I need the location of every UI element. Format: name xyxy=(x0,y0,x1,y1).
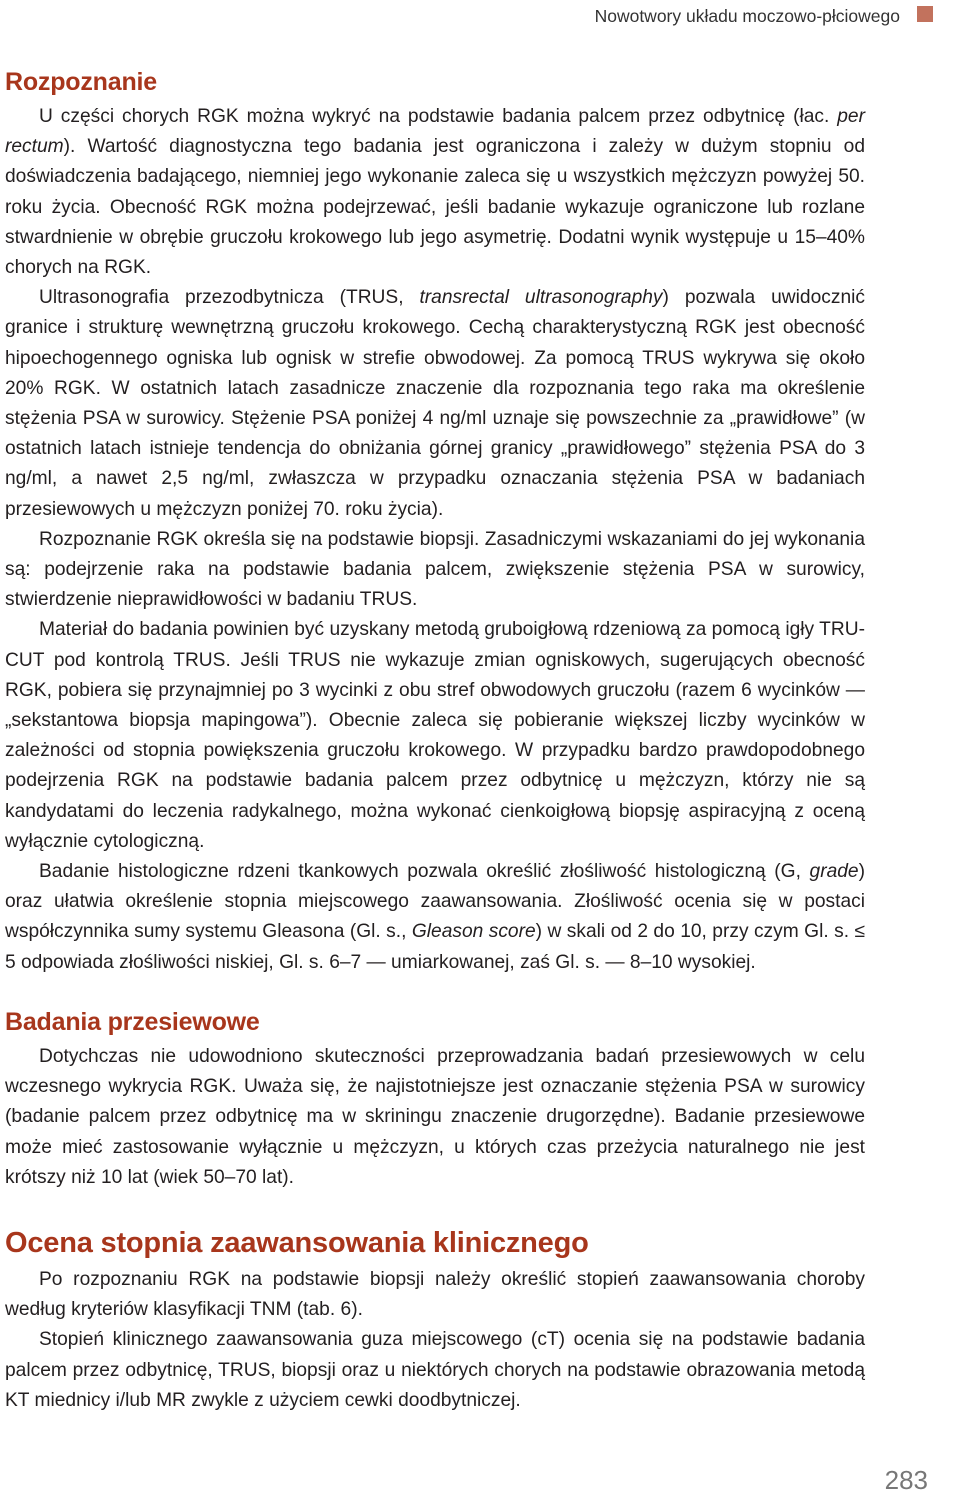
page-content xyxy=(5,64,865,1416)
latin-term: per rectum xyxy=(5,106,865,158)
english-term: transrectal ultrasonography xyxy=(419,287,663,309)
header-accent-square xyxy=(917,6,933,22)
page-number: 283 xyxy=(884,1465,928,1495)
paragraph-ocena-1: Po rozpoznaniu RGK na podstawie biopsji należy określić stopień zaawansowania choroby według kryteriów klasyfikacji TNM (tab. 6). xyxy=(5,1268,865,1321)
paragraph-rozpoznanie-1 xyxy=(5,102,865,283)
section-heading-ocena-stopnia: Ocena stopnia zaawansowania klinicznego xyxy=(5,1226,589,1259)
text-segment: ). Wartość diagnostyczna tego badania jest ograniczona i zależy w dużym stopniu od doświadczenia badającego, niemniej jego wykonanie zaleca się u wszystkich mężczyzn powyżej 50. roku życia. Obecność RGK można podejrzewać, jeśli badanie wykazuje ograniczone lub rozlane stwardnienie w obrębie gruczołu krokowego lub jego asymetrię. Dodatni wynik występuje u 15–40% chorych na RGK. xyxy=(5,136,865,279)
text-segment: Badanie histologiczne rdzeni tkankowych pozwala określić złośliwość histologiczną (G, xyxy=(39,861,810,883)
running-header: Nowotwory układu moczowo-płciowego xyxy=(594,6,900,26)
text-segment: Ultrasonografia przezodbytnicza (TRUS, xyxy=(39,287,420,309)
section-heading-badania-przesiewowe: Badania przesiewowe xyxy=(5,1007,260,1036)
section-heading-rozpoznanie: Rozpoznanie xyxy=(5,68,157,96)
paragraph-rozpoznanie-5 xyxy=(5,857,865,978)
paragraph-ocena-2: Stopień klinicznego zaawansowania guza miejscowego (cT) ocenia się na podstawie badania palcem przez odbytnicę, TRUS, biopsji oraz u niektórych chorych na podstawie obrazowania metodą KT miednicy i/lub MR zwykle z użyciem cewki doodbytniczej. xyxy=(5,1329,865,1411)
text-segment: ) oraz ułatwia określenie stopnia miejscowego zaawansowania. Złośliwość ocenia się w postaci współczynnika sumy systemu Gleasona (Gl. s., xyxy=(5,861,865,943)
paragraph-rozpoznanie-4: Materiał do badania powinien być uzyskany metodą gruboigłową rdzeniową za pomocą igły TRU-CUT pod kontrolą TRUS. Jeśli TRUS nie wykazuje zmian ogniskowych, sugerujących obecność RGK, pobiera się przynajmniej po 3 wycinki z obu stref obwodowych gruczołu (razem 6 wycinków — „sekstantowa biopsja mapingowa”). Obecnie zaleca się pobieranie większej liczby wycinków w zależności od stopnia powiększenia gruczołu krokowego. W przypadku bardzo prawdopodobnego podejrzenia RGK na podstawie badania palcem przez odbytnicę u mężczyzn, którzy nie są kandydatami do leczenia radykalnego, można wykonać cienkoigłową biopsję aspiracyjną z oceną wyłącznie cytologiczną. xyxy=(5,619,865,852)
paragraph-rozpoznanie-3: Rozpoznanie RGK określa się na podstawie biopsji. Zasadniczymi wskazaniami do jej wykonania są: podejrzenie raka na podstawie badania palcem, zwiększenie stężenia PSA w surowicy, stwierdzenie nieprawidłowości w badaniu TRUS. xyxy=(5,528,865,611)
english-term: Gleason score xyxy=(411,921,536,943)
paragraph-badania-1: Dotychczas nie udowodniono skuteczności przeprowadzania badań przesiewowych w celu wczesnego wykrycia RGK. Uważa się, że najistotniejsze jest oznaczanie stężenia PSA w surowicy (badanie palcem przez odbytnicę ma w skriningu znaczenie drugorzędne). Badanie przesiewowe może mieć zastosowanie wyłącznie u mężczyzn, u których czas przeżycia naturalnego nie jest krótszy niż 10 lat (wiek 50–70 lat). xyxy=(5,1045,865,1188)
paragraph-rozpoznanie-2 xyxy=(5,283,865,525)
text-segment: ) w skali od 2 do 10, przy czym Gl. s. ≤ 5 odpowiada złośliwości niskiej, Gl. s. 6–7 — umiarkowanej, zaś Gl. s. — 8–10 wysokiej. xyxy=(5,921,865,973)
text-segment: U części chorych RGK można wykryć na podstawie badania palcem przez odbytnicę (łac. xyxy=(39,106,838,127)
text-segment: ) pozwala uwidocznić granice i strukturę wewnętrzną gruczołu krokowego. Cechą charakterystyczną RGK jest obecność hipoechogennego ogniska lub ognisk w strefie obwodowej. Za pomocą TRUS wykrywa się około 20% RGK. W ostatnich latach zasadnicze znaczenie dla rozpoznania tego raka ma określenie stężenia PSA w surowicy. Stężenie PSA poniżej 4 ng/ml uznaje się powszechnie za „prawidłowe” (w ostatnich latach istnieje tendencja do obniżania górnej granicy „prawidłowego” stężenia PSA do 3 ng/ml, a nawet 2,5 ng/ml, zwłaszcza w przypadku oznaczania stężenia PSA w badaniach przesiewowych u mężczyzn poniżej 70. roku życia). xyxy=(5,287,865,520)
english-term: grade xyxy=(809,861,859,883)
